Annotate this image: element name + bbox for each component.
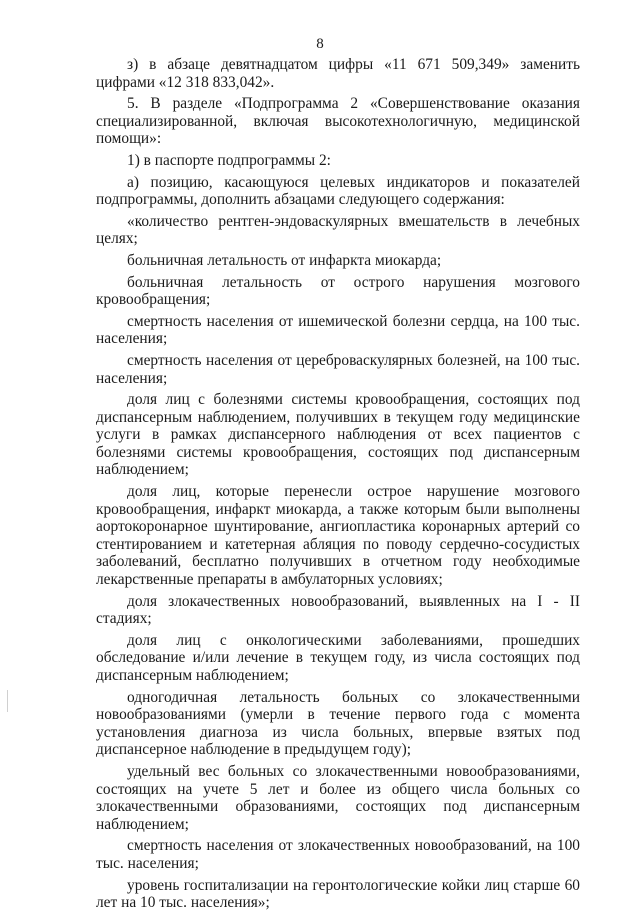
paragraph-passport-subprogram: 1) в паспорте подпрограммы 2: xyxy=(127,151,331,169)
paragraph-indicator-oncology-treatment: доля лиц с онкологическими заболеваниями, прошедших обследование и/или лечение в текущем году, из числа состоящих под диспансерным наблюдением; xyxy=(96,631,580,684)
paragraph-indicator-ihd-mortality: смертность населения от ишемической болезни сердца, на 100 тыс. населения; xyxy=(96,312,580,348)
paragraph-indicator-cancer-mortality: смертность населения от злокачественных новообразований, на 100 тыс. населения; xyxy=(96,837,580,872)
paragraph-indicators-intro: а) позицию, касающуюся целевых индикаторов и показателей подпрограммы, дополнить абзацами следующего содержания: xyxy=(96,173,580,209)
paragraph-indicator-gerontology-beds: уровень госпитализации на геронтологические койки лиц старше 60 лет на 10 тыс. населения»; xyxy=(96,876,580,912)
scan-margin-mark xyxy=(7,690,8,712)
paragraph-indicator-one-year-lethality: одногодичная летальность больных со злокачественными новообразованиями (умерли в течение первого года с момента установления диагноза из числа больных, впервые взятых под диспансерное наблюдение в предыдущем году); xyxy=(96,688,580,759)
paragraph-section-5: 5. В разделе «Подпрограмма 2 «Совершенствование оказания специализированной, включая высокотехнологичную, медицинской помощи»: xyxy=(96,95,580,148)
paragraph-indicator-endovascular: «количество рентген-эндоваскулярных вмешательств в лечебных целях; xyxy=(96,212,580,248)
paragraph-indicator-stroke-lethality: больничная летальность от острого нарушения мозгового кровообращения; xyxy=(96,273,580,309)
paragraph-amendment-z: з) в абзаце девятнадцатом цифры «11 671 509,349» заменить цифрами «12 318 833,042». xyxy=(96,56,580,91)
paragraph-indicator-dispensary-circulatory: доля лиц с болезнями системы кровообращения, состоящих под диспансерным наблюдением, получивших в текущем году медицинские услуги в рамках диспансерного наблюдения от всех пациентов с болезнями системы кровообращения, состоящих под диспансерным наблюдением; xyxy=(96,391,580,479)
paragraph-indicator-cerebrovascular-mortality: смертность населения от цереброваскулярных болезней, на 100 тыс. населения; xyxy=(96,351,580,387)
page-number: 8 xyxy=(316,36,324,52)
document-body xyxy=(96,56,580,912)
paragraph-indicator-mi-lethality: больничная летальность от инфаркта миокарда; xyxy=(127,251,442,269)
paragraph-indicator-free-medicines: доля лиц, которые перенесли острое нарушение мозгового кровообращения, инфаркт миокарда, а также которым были выполнены аортокоронарное шунтирование, ангиопластика коронарных артерий со стентированием и катетерная абляция по поводу сердечно-сосудистых заболеваний, бесплатно получивших в отчетном году необходимые лекарственные препараты в амбулаторных условиях; xyxy=(96,483,580,589)
paragraph-indicator-early-cancer: доля злокачественных новообразований, выявленных на I - II стадиях; xyxy=(96,592,580,628)
paragraph-indicator-five-year-survivors: удельный вес больных со злокачественными новообразованиями, состоящих на учете 5 лет и более из общего числа больных со злокачественными образованиями, состоящих под диспансерным наблюдением; xyxy=(96,762,580,833)
